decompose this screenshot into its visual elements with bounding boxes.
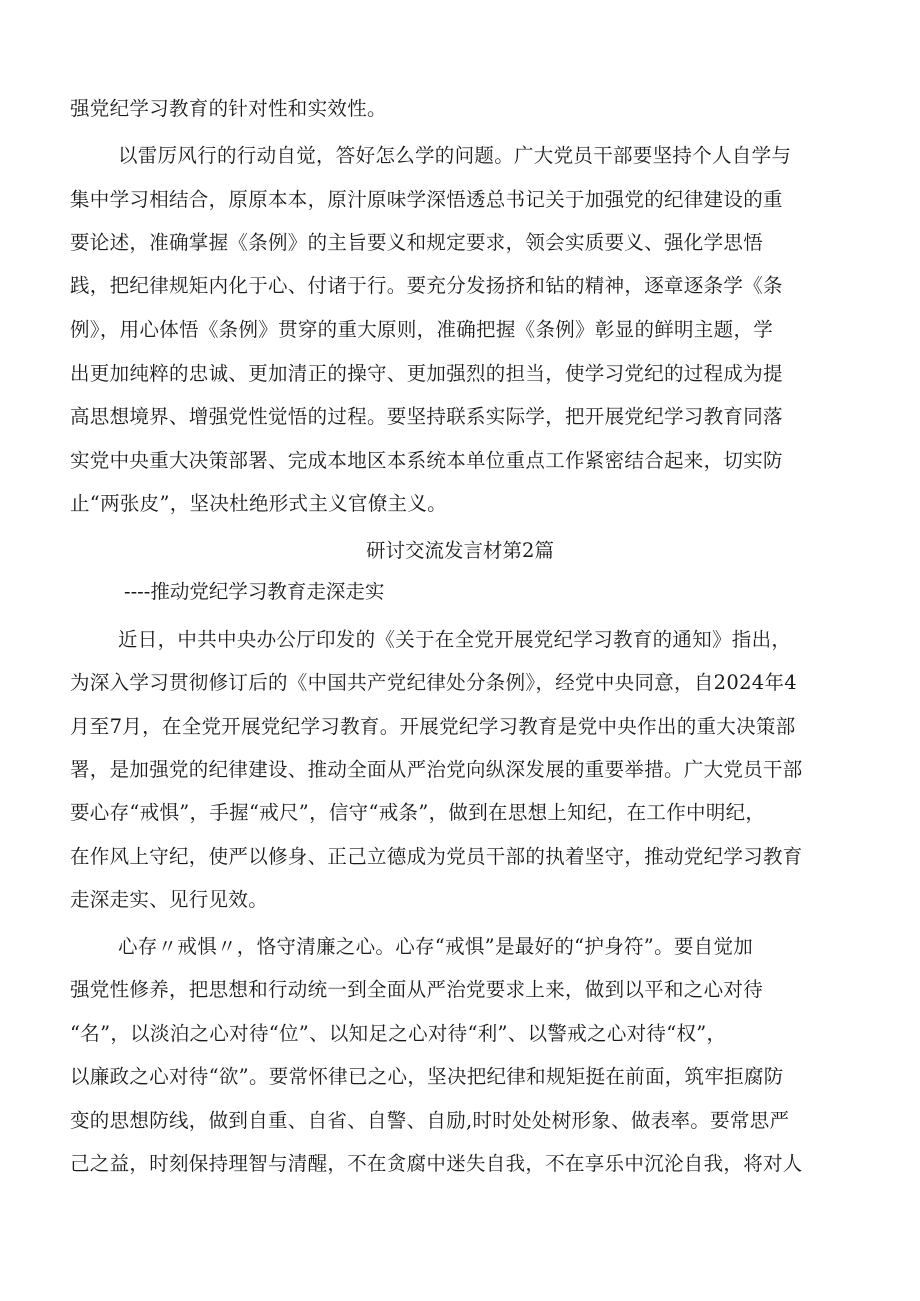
- section-subtitle: ----推动党纪学习教育走深走实: [124, 580, 385, 603]
- text-line: 强党纪学习教育的针对性和实效性。: [70, 97, 387, 120]
- text-line: 己之益，时刻保持理智与清醒，不在贪腐中迷失自我，不在享乐中沉沦自我，将对人: [70, 1152, 803, 1175]
- text-line: 强党性修养，把思想和行动统一到全面从严治党要求上来，做到以平和之心对待: [70, 978, 764, 1001]
- text-line: 要心存“戒惧”，手握“戒尺”，信守“戒条”，做到在思想上知纪，在工作中明纪，: [70, 801, 766, 824]
- text-line: 要论述，准确掌握《条例》的主旨要义和规定要求，领会实质要义、强化学思悟: [70, 231, 764, 254]
- text-line: 为深入学习贯彻修订后的《中国共产党纪律处分条例》，经党中央同意，自2024年4: [70, 671, 797, 694]
- text-line: 变的思想防线，做到自重、自省、自警、自励,时时处处树形象、做表率。要常思严: [70, 1109, 790, 1132]
- text-line: 心存〃戒惧〃，恪守清廉之心。心存“戒惧”是最好的“护身符”。要自觉加: [118, 935, 754, 958]
- text-line: 月至7月，在全党开展党纪学习教育。开展党纪学习教育是党中央作出的重大决策部: [70, 715, 796, 738]
- section-title: 研讨交流发言材第2篇: [366, 539, 554, 562]
- text-line: 出更加纯粹的忠诚、更加清正的操守、更加强烈的担当，使学习党纪的过程成为提: [70, 362, 783, 385]
- text-line: 近日，中共中央办公厅印发的《关于在全党开展党纪学习教育的通知》指出，: [118, 628, 792, 651]
- text-line: 以廉政之心对待“欲”。要常怀律已之心，坚决把纪律和规矩挺在前面，筑牢拒腐防: [70, 1065, 784, 1088]
- text-line: 在作风上守纪，使严以修身、正己立德成为党员干部的执着坚守，推动党纪学习教育: [70, 845, 803, 868]
- text-line: 以雷厉风行的行动自觉，答好怎么学的问题。广大党员干部要坚持个人自学与: [118, 144, 792, 167]
- text-line: 走深走实、见行见效。: [70, 888, 269, 911]
- text-line: “名”，以淡泊之心对待“位”、以知足之心对待“利”、以警戒之心对待“权”，: [70, 1022, 727, 1045]
- text-line: 例》，用心体悟《条例》贯穿的重大原则，准确把握《条例》彰显的鲜明主题，学: [70, 318, 774, 341]
- text-line: 署，是加强党的纪律建设、推动全面从严治党向纵深发展的重要举措。广大党员干部: [70, 758, 803, 781]
- text-line: 高思想境界、增强党性觉悟的过程。要坚持联系实际学，把开展党纪学习教育同落: [70, 405, 783, 428]
- text-line: 践，把纪律规矩内化于心、付诸于行。要充分发扬挤和钻的精神，逐章逐条学《条: [70, 274, 783, 297]
- text-line: 实党中央重大决策部署、完成本地区本系统本单位重点工作紧密结合起来，切实防: [70, 449, 783, 472]
- text-line: 集中学习相结合，原原本本，原汁原味学深悟透总书记关于加强党的纪律建设的重: [70, 188, 783, 211]
- text-line: 止“两张皮”，坚决杜绝形式主义官僚主义。: [70, 492, 447, 515]
